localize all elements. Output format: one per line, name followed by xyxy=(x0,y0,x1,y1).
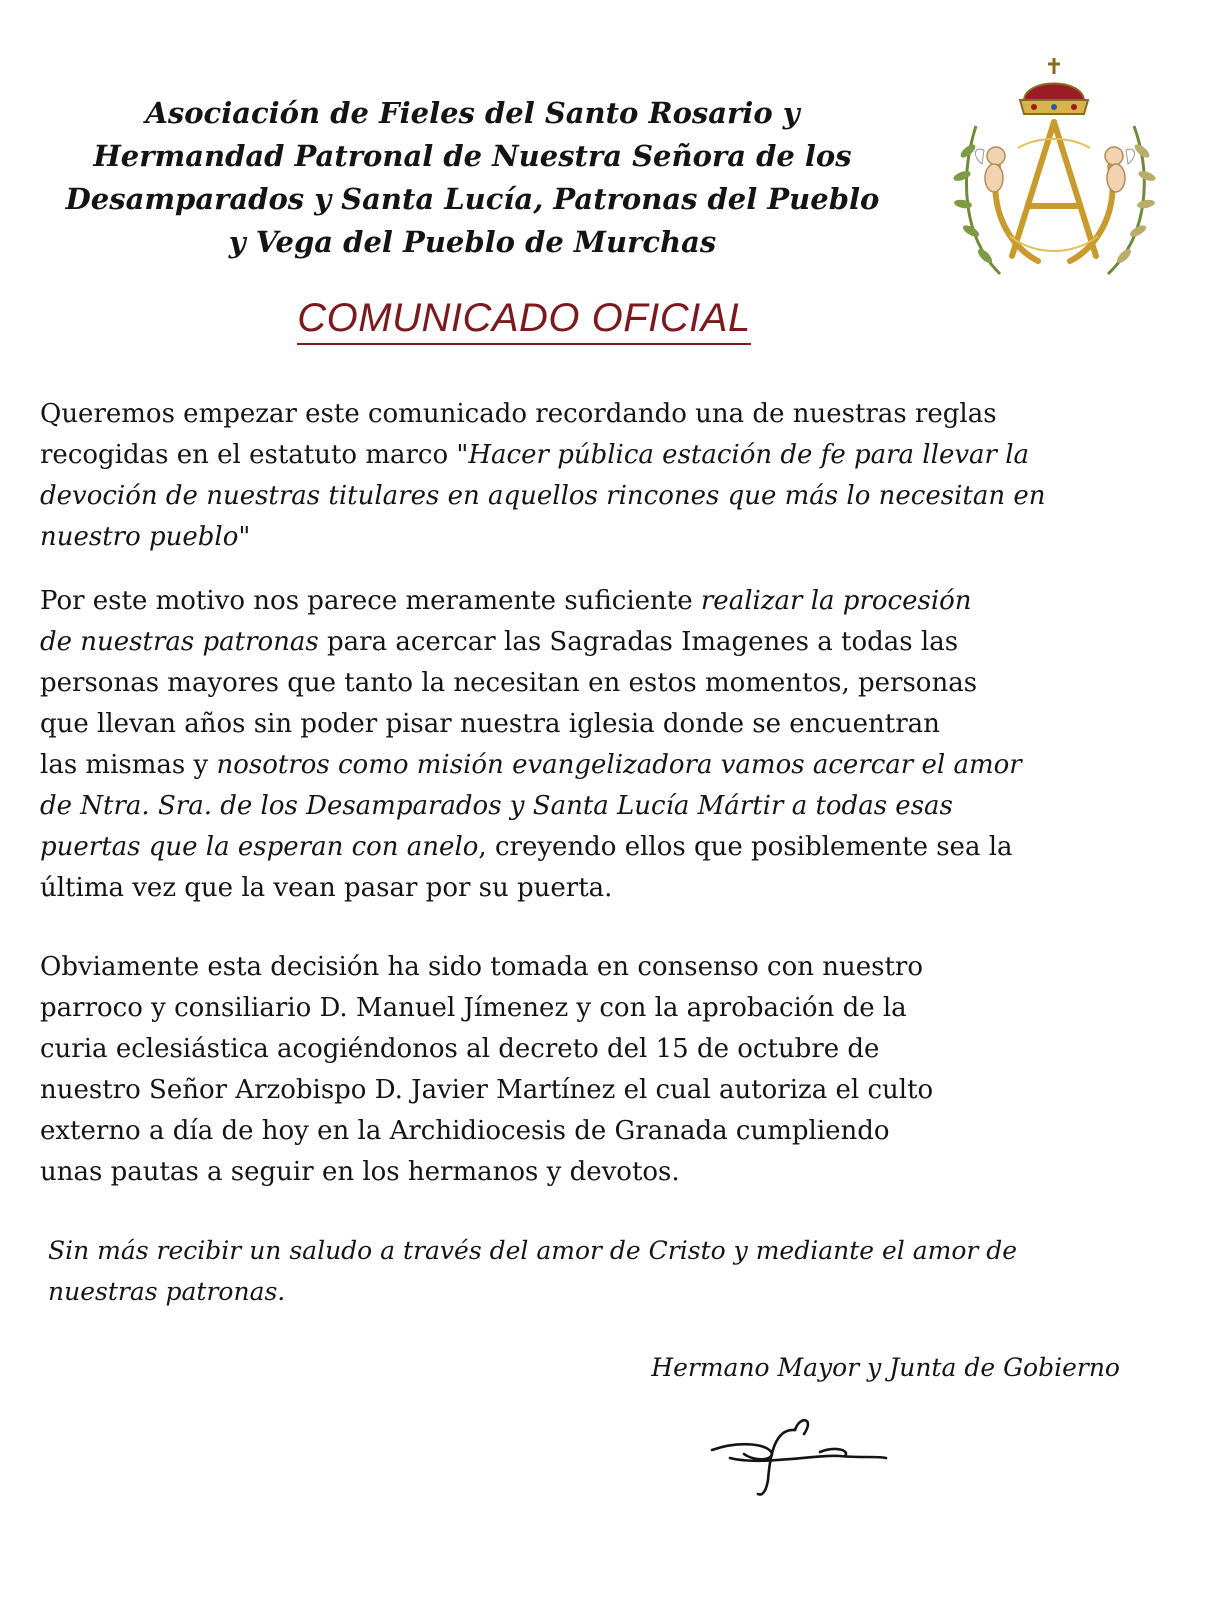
paragraph-line: personas mayores que tanto la necesitan en estos momentos, personas xyxy=(40,668,978,698)
paragraph-line: curia eclesiástica acogiéndonos al decreto del 15 de octubre de xyxy=(40,1034,880,1064)
page-title-text: COMUNICADO OFICIAL xyxy=(297,296,750,345)
handwritten-signature-icon xyxy=(700,1410,900,1500)
paragraph-line: unas pautas a seguir en los hermanos y devotos. xyxy=(40,1157,680,1187)
text-run: para acercar las Sagradas Imagenes a todas las xyxy=(318,627,959,657)
paragraph-line: Queremos empezar este comunicado recordando una de nuestras reglas xyxy=(40,399,997,429)
paragraph-decision xyxy=(40,947,1135,1193)
paragraph-line: Obviamente esta decisión ha sido tomada en consenso con nuestro xyxy=(40,952,923,982)
text-run: Por este motivo nos parece meramente suficiente xyxy=(40,586,701,616)
paragraph-line: última vez que la vean pasar por su puerta. xyxy=(40,873,613,903)
association-name-line: y Vega del Pueblo de Murchas xyxy=(228,225,717,259)
closing-line: nuestras patronas. xyxy=(48,1277,286,1306)
text-run-italic: realizar la procesión xyxy=(700,586,972,616)
text-run-italic: nosotros como misión evangelizadora vamos acercar el amor xyxy=(216,750,1022,780)
association-name xyxy=(10,92,935,264)
paragraph-line xyxy=(40,622,1135,663)
crowned-monogram-emblem-icon xyxy=(938,56,1170,288)
signatory-title: Hermano Mayor y Junta de Gobierno xyxy=(651,1353,1120,1382)
paragraph-statute-quote xyxy=(40,394,1135,558)
paragraph-line xyxy=(40,435,1135,476)
paragraph-line xyxy=(40,745,1135,786)
text-run: " xyxy=(238,522,251,552)
text-run-italic: nuestro pueblo xyxy=(40,522,239,552)
text-run: recogidas en el estatuto marco " xyxy=(40,440,469,470)
page-title xyxy=(0,296,1048,341)
paragraph-line xyxy=(40,476,1135,517)
text-run-italic: puertas que la esperan con anelo xyxy=(40,832,479,862)
paragraph-line xyxy=(40,827,1135,868)
paragraph-line: que llevan años sin poder pisar nuestra iglesia donde se encuentran xyxy=(40,709,940,739)
association-name-line: Asociación de Fieles del Santo Rosario y xyxy=(145,96,800,130)
text-run-italic: Hacer pública estación de fe para llevar la xyxy=(468,440,1030,470)
closing-greeting xyxy=(48,1230,1143,1312)
text-run-italic: de nuestras patronas xyxy=(40,627,319,657)
paragraph-line: parroco y consiliario D. Manuel Jímenez y con la aprobación de la xyxy=(40,993,907,1023)
association-name-line: Desamparados y Santa Lucía, Patronas del Pueblo xyxy=(65,182,880,216)
text-run: las mismas y xyxy=(40,750,217,780)
paragraph-line: nuestro Señor Arzobispo D. Javier Martínez el cual autoriza el culto xyxy=(40,1075,934,1105)
text-run-italic: de Ntra. Sra. de los Desamparados y Santa Lucía Mártir a todas esas xyxy=(40,791,953,821)
paragraph-line xyxy=(40,786,1135,827)
paragraph-line xyxy=(40,581,1135,622)
paragraph-line xyxy=(40,517,1135,558)
paragraph-line: externo a día de hoy en la Archidiocesis de Granada cumpliendo xyxy=(40,1116,890,1146)
paragraph-procession xyxy=(40,581,1135,909)
closing-line: Sin más recibir un saludo a través del amor de Cristo y mediante el amor de xyxy=(48,1236,1018,1265)
association-name-line: Hermandad Patronal de Nuestra Señora de los xyxy=(93,139,852,173)
text-run-italic: devoción de nuestras titulares en aquellos rincones que más lo necesitan en xyxy=(40,481,1046,511)
text-run: , creyendo ellos que posiblemente sea la xyxy=(478,832,1013,862)
